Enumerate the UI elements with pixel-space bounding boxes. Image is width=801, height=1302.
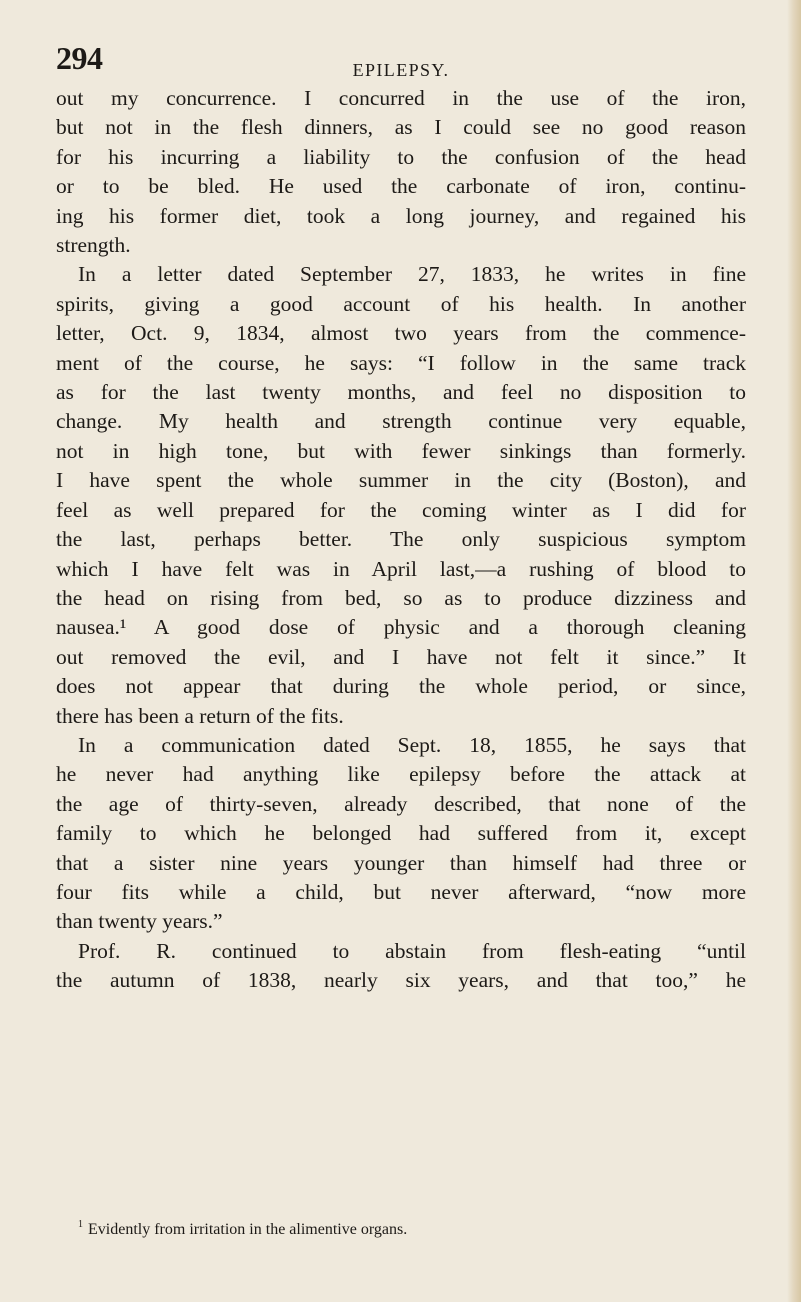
text-line: the head on rising from bed, so as to produce dizziness and bbox=[56, 585, 746, 610]
text-line: the autumn of 1838, nearly six years, and that too,” he bbox=[56, 968, 746, 993]
footnote bbox=[78, 1215, 728, 1240]
text-line: or to be bled. He used the carbonate of iron, continu- bbox=[56, 174, 746, 199]
text-line: that a sister nine years younger than himself had three or bbox=[56, 850, 746, 875]
page-edge-shadow bbox=[787, 0, 801, 1302]
text-line: ment of the course, he says: “I follow in the same track bbox=[56, 350, 746, 375]
text-line: he never had anything like epilepsy before the attack at bbox=[56, 762, 746, 787]
running-head: EPILEPSY. bbox=[352, 60, 450, 80]
text-line: feel as well prepared for the coming winter as I did for bbox=[56, 497, 746, 522]
paragraph-start-line: Prof. R. continued to abstain from flesh-eating “until bbox=[78, 938, 746, 963]
text-line: for his incurring a liability to the confusion of the head bbox=[56, 144, 746, 169]
text-line: out removed the evil, and I have not felt it since.” It bbox=[56, 644, 746, 669]
text-line: the last, perhaps better. The only suspicious symptom bbox=[56, 527, 746, 552]
text-line: change. My health and strength continue very equable, bbox=[56, 409, 746, 434]
page-number: 294 bbox=[56, 40, 103, 76]
text-line: there has been a return of the fits. bbox=[56, 703, 344, 728]
text-line: letter, Oct. 9, 1834, almost two years from the commence- bbox=[56, 321, 746, 346]
text-line: not in high tone, but with fewer sinkings than formerly. bbox=[56, 438, 746, 463]
page-header bbox=[56, 40, 746, 90]
text-line: spirits, giving a good account of his health. In another bbox=[56, 291, 746, 316]
text-line: does not appear that during the whole period, or since, bbox=[56, 674, 746, 699]
footnote-text: Evidently from irritation in the alimentive organs. bbox=[88, 1221, 408, 1238]
text-line: nausea.¹ A good dose of physic and a thorough cleaning bbox=[56, 615, 746, 640]
text-line: four fits while a child, but never afterward, “now more bbox=[56, 879, 746, 904]
text-line: the age of thirty-seven, already described, that none of the bbox=[56, 791, 746, 816]
footnote-marker: 1 bbox=[78, 1219, 83, 1230]
text-line: than twenty years.” bbox=[56, 909, 223, 934]
paragraph-start-line: In a letter dated September 27, 1833, he writes in fine bbox=[78, 262, 746, 287]
text-line: strength. bbox=[56, 233, 131, 258]
text-line: family to which he belonged had suffered from it, except bbox=[56, 821, 746, 846]
text-line: but not in the flesh dinners, as I could see no good reason bbox=[56, 115, 746, 140]
text-line: out my concurrence. I concurred in the use of the iron, bbox=[56, 86, 746, 110]
paragraph-start-line: In a communication dated Sept. 18, 1855, he says that bbox=[78, 732, 746, 757]
text-line: ing his former diet, took a long journey, and regained his bbox=[56, 203, 746, 228]
body-text bbox=[56, 84, 746, 996]
text-line: as for the last twenty months, and feel no disposition to bbox=[56, 380, 746, 405]
text-line: I have spent the whole summer in the city (Boston), and bbox=[56, 468, 746, 493]
text-line: which I have felt was in April last,—a rushing of blood to bbox=[56, 556, 746, 581]
